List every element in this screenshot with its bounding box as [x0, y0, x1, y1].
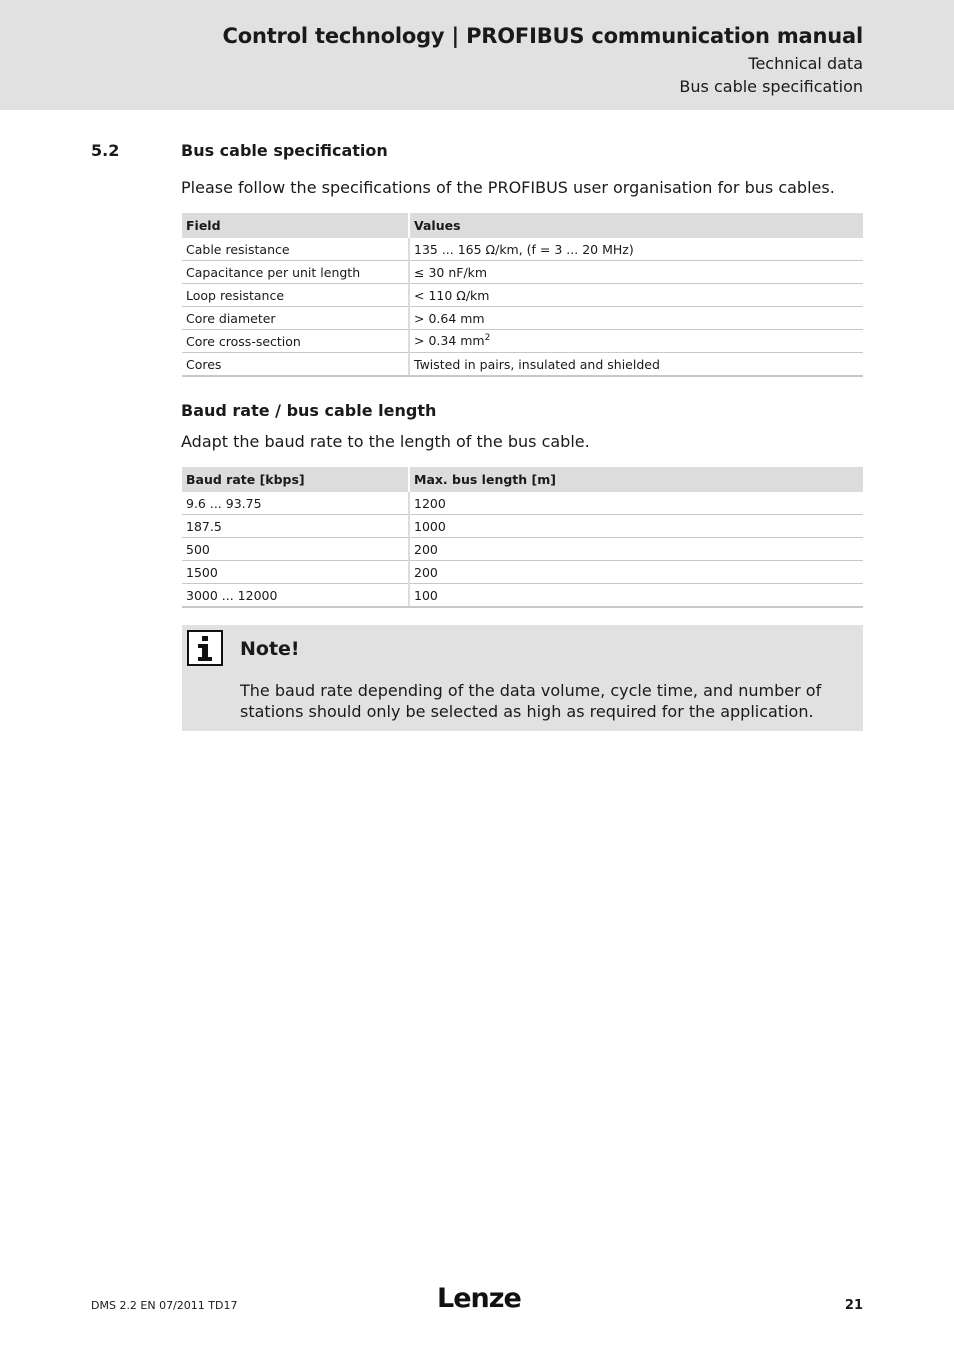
table-cell: 1200: [409, 492, 863, 515]
table-cell: Capacitance per unit length: [182, 261, 409, 284]
table-cell: 135 ... 165 Ω/km, (f = 3 ... 20 MHz): [409, 238, 863, 261]
column-header: Max. bus length [m]: [409, 467, 863, 492]
baud-rate-table: [182, 467, 863, 608]
note-heading: Note!: [240, 638, 300, 660]
table-cell: < 110 Ω/km: [409, 284, 863, 307]
table-row: [182, 261, 863, 284]
column-header: Baud rate [kbps]: [182, 467, 409, 492]
page-header: [0, 0, 954, 110]
table-cell: Loop resistance: [182, 284, 409, 307]
table-cell: Twisted in pairs, insulated and shielded: [409, 353, 863, 377]
section-title: Bus cable specification: [181, 141, 388, 160]
table-row: [182, 492, 863, 515]
table-cell: Core cross-section: [182, 330, 409, 353]
table-header-row: [182, 467, 863, 492]
section-subtitle: Bus cable specification: [679, 77, 863, 96]
table-cell: 200: [409, 561, 863, 584]
section-number: 5.2: [91, 141, 120, 160]
table-row: [182, 353, 863, 377]
table-cell: Cores: [182, 353, 409, 377]
info-icon: [187, 630, 223, 666]
table-row: [182, 284, 863, 307]
note-text: The baud rate depending of the data volume, cycle time, and number of stations should only be selected as high as required for the application.: [240, 681, 822, 721]
table-cell: 187.5: [182, 515, 409, 538]
table-cell: [409, 330, 863, 353]
baud-heading: Baud rate / bus cable length: [181, 401, 437, 420]
table-cell: 3000 ... 12000: [182, 584, 409, 608]
manual-title: Control technology | PROFIBUS communication manual: [222, 24, 863, 48]
table-row: [182, 561, 863, 584]
cable-spec-table: [182, 213, 863, 377]
document-id: DMS 2.2 EN 07/2011 TD17: [91, 1299, 238, 1312]
table-cell: Core diameter: [182, 307, 409, 330]
table-cell: > 0.64 mm: [409, 307, 863, 330]
table-cell: 100: [409, 584, 863, 608]
table-cell: Cable resistance: [182, 238, 409, 261]
table-cell: 1000: [409, 515, 863, 538]
table-row: [182, 538, 863, 561]
table-cell: 500: [182, 538, 409, 561]
table-cell: 1500: [182, 561, 409, 584]
column-header: Values: [409, 213, 863, 238]
column-header: Field: [182, 213, 409, 238]
superscript: 2: [484, 333, 491, 344]
table-row: [182, 307, 863, 330]
value-text: > 0.34 mm: [414, 333, 485, 349]
table-header-row: [182, 213, 863, 238]
section-intro: Please follow the specifications of the PROFIBUS user organisation for bus cables.: [181, 178, 835, 197]
table-row: [182, 515, 863, 538]
baud-intro: Adapt the baud rate to the length of the bus cable.: [181, 432, 590, 451]
table-cell: 200: [409, 538, 863, 561]
chapter-title: Technical data: [748, 54, 863, 73]
table-row: [182, 584, 863, 608]
table-row: [182, 330, 863, 353]
table-cell: ≤ 30 nF/km: [409, 261, 863, 284]
note-box: [182, 625, 863, 731]
table-cell: 9.6 ... 93.75: [182, 492, 409, 515]
page-number: 21: [844, 1298, 863, 1313]
lenze-logo: Lenze: [437, 1283, 521, 1314]
table-row: [182, 238, 863, 261]
